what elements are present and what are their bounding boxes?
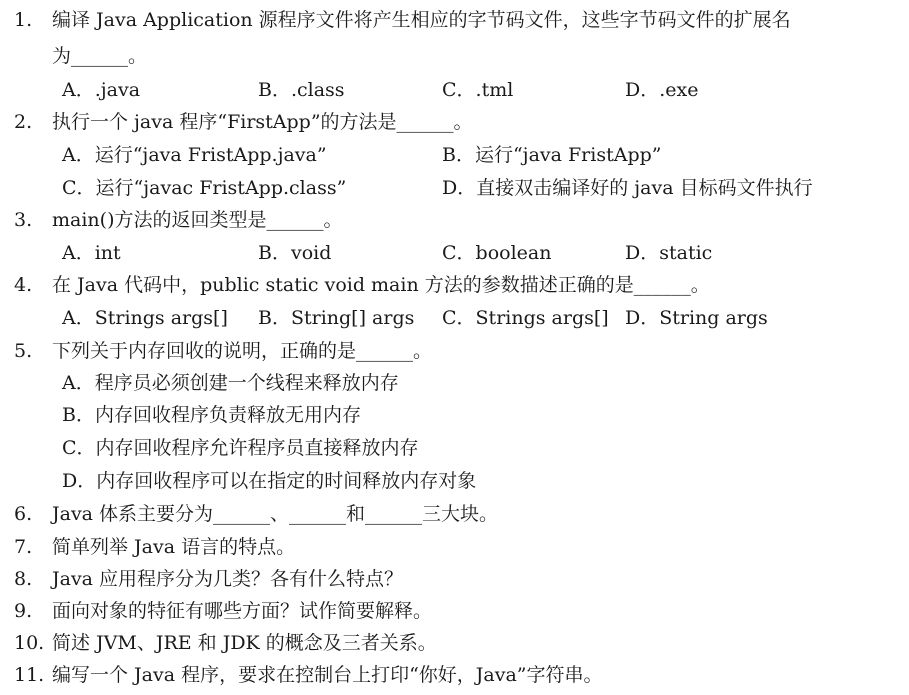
question-9 bbox=[0, 595, 909, 627]
question-1-continuation bbox=[0, 40, 909, 72]
question-number: 4. bbox=[14, 274, 33, 296]
question-1-options bbox=[0, 74, 909, 106]
question-text: Java 体系主要分为______、______和______三大块。 bbox=[52, 503, 499, 525]
question-5-option-a bbox=[0, 367, 909, 399]
option-a: A．int bbox=[62, 242, 121, 264]
question-2 bbox=[0, 106, 909, 138]
option-d: D．直接双击编译好的 java 目标码文件执行 bbox=[442, 177, 813, 199]
question-10 bbox=[0, 627, 909, 659]
option-a: A．程序员必须创建一个线程来释放内存 bbox=[62, 372, 399, 394]
question-text: main()方法的返回类型是______。 bbox=[52, 209, 343, 231]
question-3 bbox=[0, 204, 909, 236]
question-5-option-d bbox=[0, 465, 909, 497]
question-2-options-row-2 bbox=[0, 172, 909, 204]
question-1 bbox=[0, 4, 909, 36]
question-5-option-b bbox=[0, 399, 909, 431]
question-number: 7. bbox=[14, 536, 33, 558]
question-7 bbox=[0, 531, 909, 563]
question-text-continued: 为______。 bbox=[52, 45, 148, 67]
question-text: Java 应用程序分为几类？各有什么特点？ bbox=[52, 568, 404, 590]
question-text: 简单列举 Java 语言的特点。 bbox=[52, 536, 296, 558]
question-number: 6. bbox=[14, 503, 33, 525]
question-text: 下列关于内存回收的说明，正确的是______。 bbox=[52, 340, 433, 362]
question-number: 3. bbox=[14, 209, 33, 231]
question-number: 2. bbox=[14, 111, 33, 133]
question-number: 8. bbox=[14, 568, 33, 590]
option-b: B．String[] args bbox=[258, 307, 415, 329]
question-11 bbox=[0, 659, 909, 691]
question-5-option-c bbox=[0, 432, 909, 464]
question-text: 简述 JVM、JRE 和 JDK 的概念及三者关系。 bbox=[52, 632, 437, 654]
question-text: 编译 Java Application 源程序文件将产生相应的字节码文件，这些字节码文件的扩展名 bbox=[52, 9, 791, 31]
option-c: C．.tml bbox=[442, 79, 514, 101]
option-b: B．void bbox=[258, 242, 332, 264]
question-text: 执行一个 java 程序“FirstApp”的方法是______。 bbox=[52, 111, 473, 133]
question-text: 编写一个 Java 程序，要求在控制台上打印“你好，Java”字符串。 bbox=[52, 664, 603, 686]
question-number: 1. bbox=[14, 9, 33, 31]
question-5 bbox=[0, 335, 909, 367]
option-b: B．内存回收程序负责释放无用内存 bbox=[62, 404, 361, 426]
question-text: 在 Java 代码中，public static void main 方法的参数描述正确的是______。 bbox=[52, 274, 710, 296]
option-b: B．.class bbox=[258, 79, 345, 101]
question-3-options bbox=[0, 237, 909, 269]
option-a: A．Strings args[] bbox=[62, 307, 228, 329]
question-number: 11. bbox=[14, 664, 45, 686]
question-number: 10. bbox=[14, 632, 45, 654]
option-a: A．运行“java FristApp.java” bbox=[62, 144, 327, 166]
option-c: C．Strings args[] bbox=[442, 307, 609, 329]
question-number: 9. bbox=[14, 600, 33, 622]
option-d: D．static bbox=[625, 242, 713, 264]
option-d: D．.exe bbox=[625, 79, 699, 101]
option-c: C．boolean bbox=[442, 242, 552, 264]
question-6 bbox=[0, 498, 909, 530]
question-2-options-row-1 bbox=[0, 139, 909, 171]
option-d: D．String args bbox=[625, 307, 768, 329]
option-d: D．内存回收程序可以在指定的时间释放内存对象 bbox=[62, 470, 477, 492]
option-c: C．内存回收程序允许程序员直接释放内存 bbox=[62, 437, 419, 459]
option-a: A．.java bbox=[62, 79, 141, 101]
question-4 bbox=[0, 269, 909, 301]
question-number: 5. bbox=[14, 340, 33, 362]
question-4-options bbox=[0, 302, 909, 334]
question-8 bbox=[0, 563, 909, 595]
question-text: 面向对象的特征有哪些方面？试作简要解释。 bbox=[52, 600, 433, 622]
option-b: B．运行“java FristApp” bbox=[442, 144, 662, 166]
option-c: C．运行“javac FristApp.class” bbox=[62, 177, 347, 199]
